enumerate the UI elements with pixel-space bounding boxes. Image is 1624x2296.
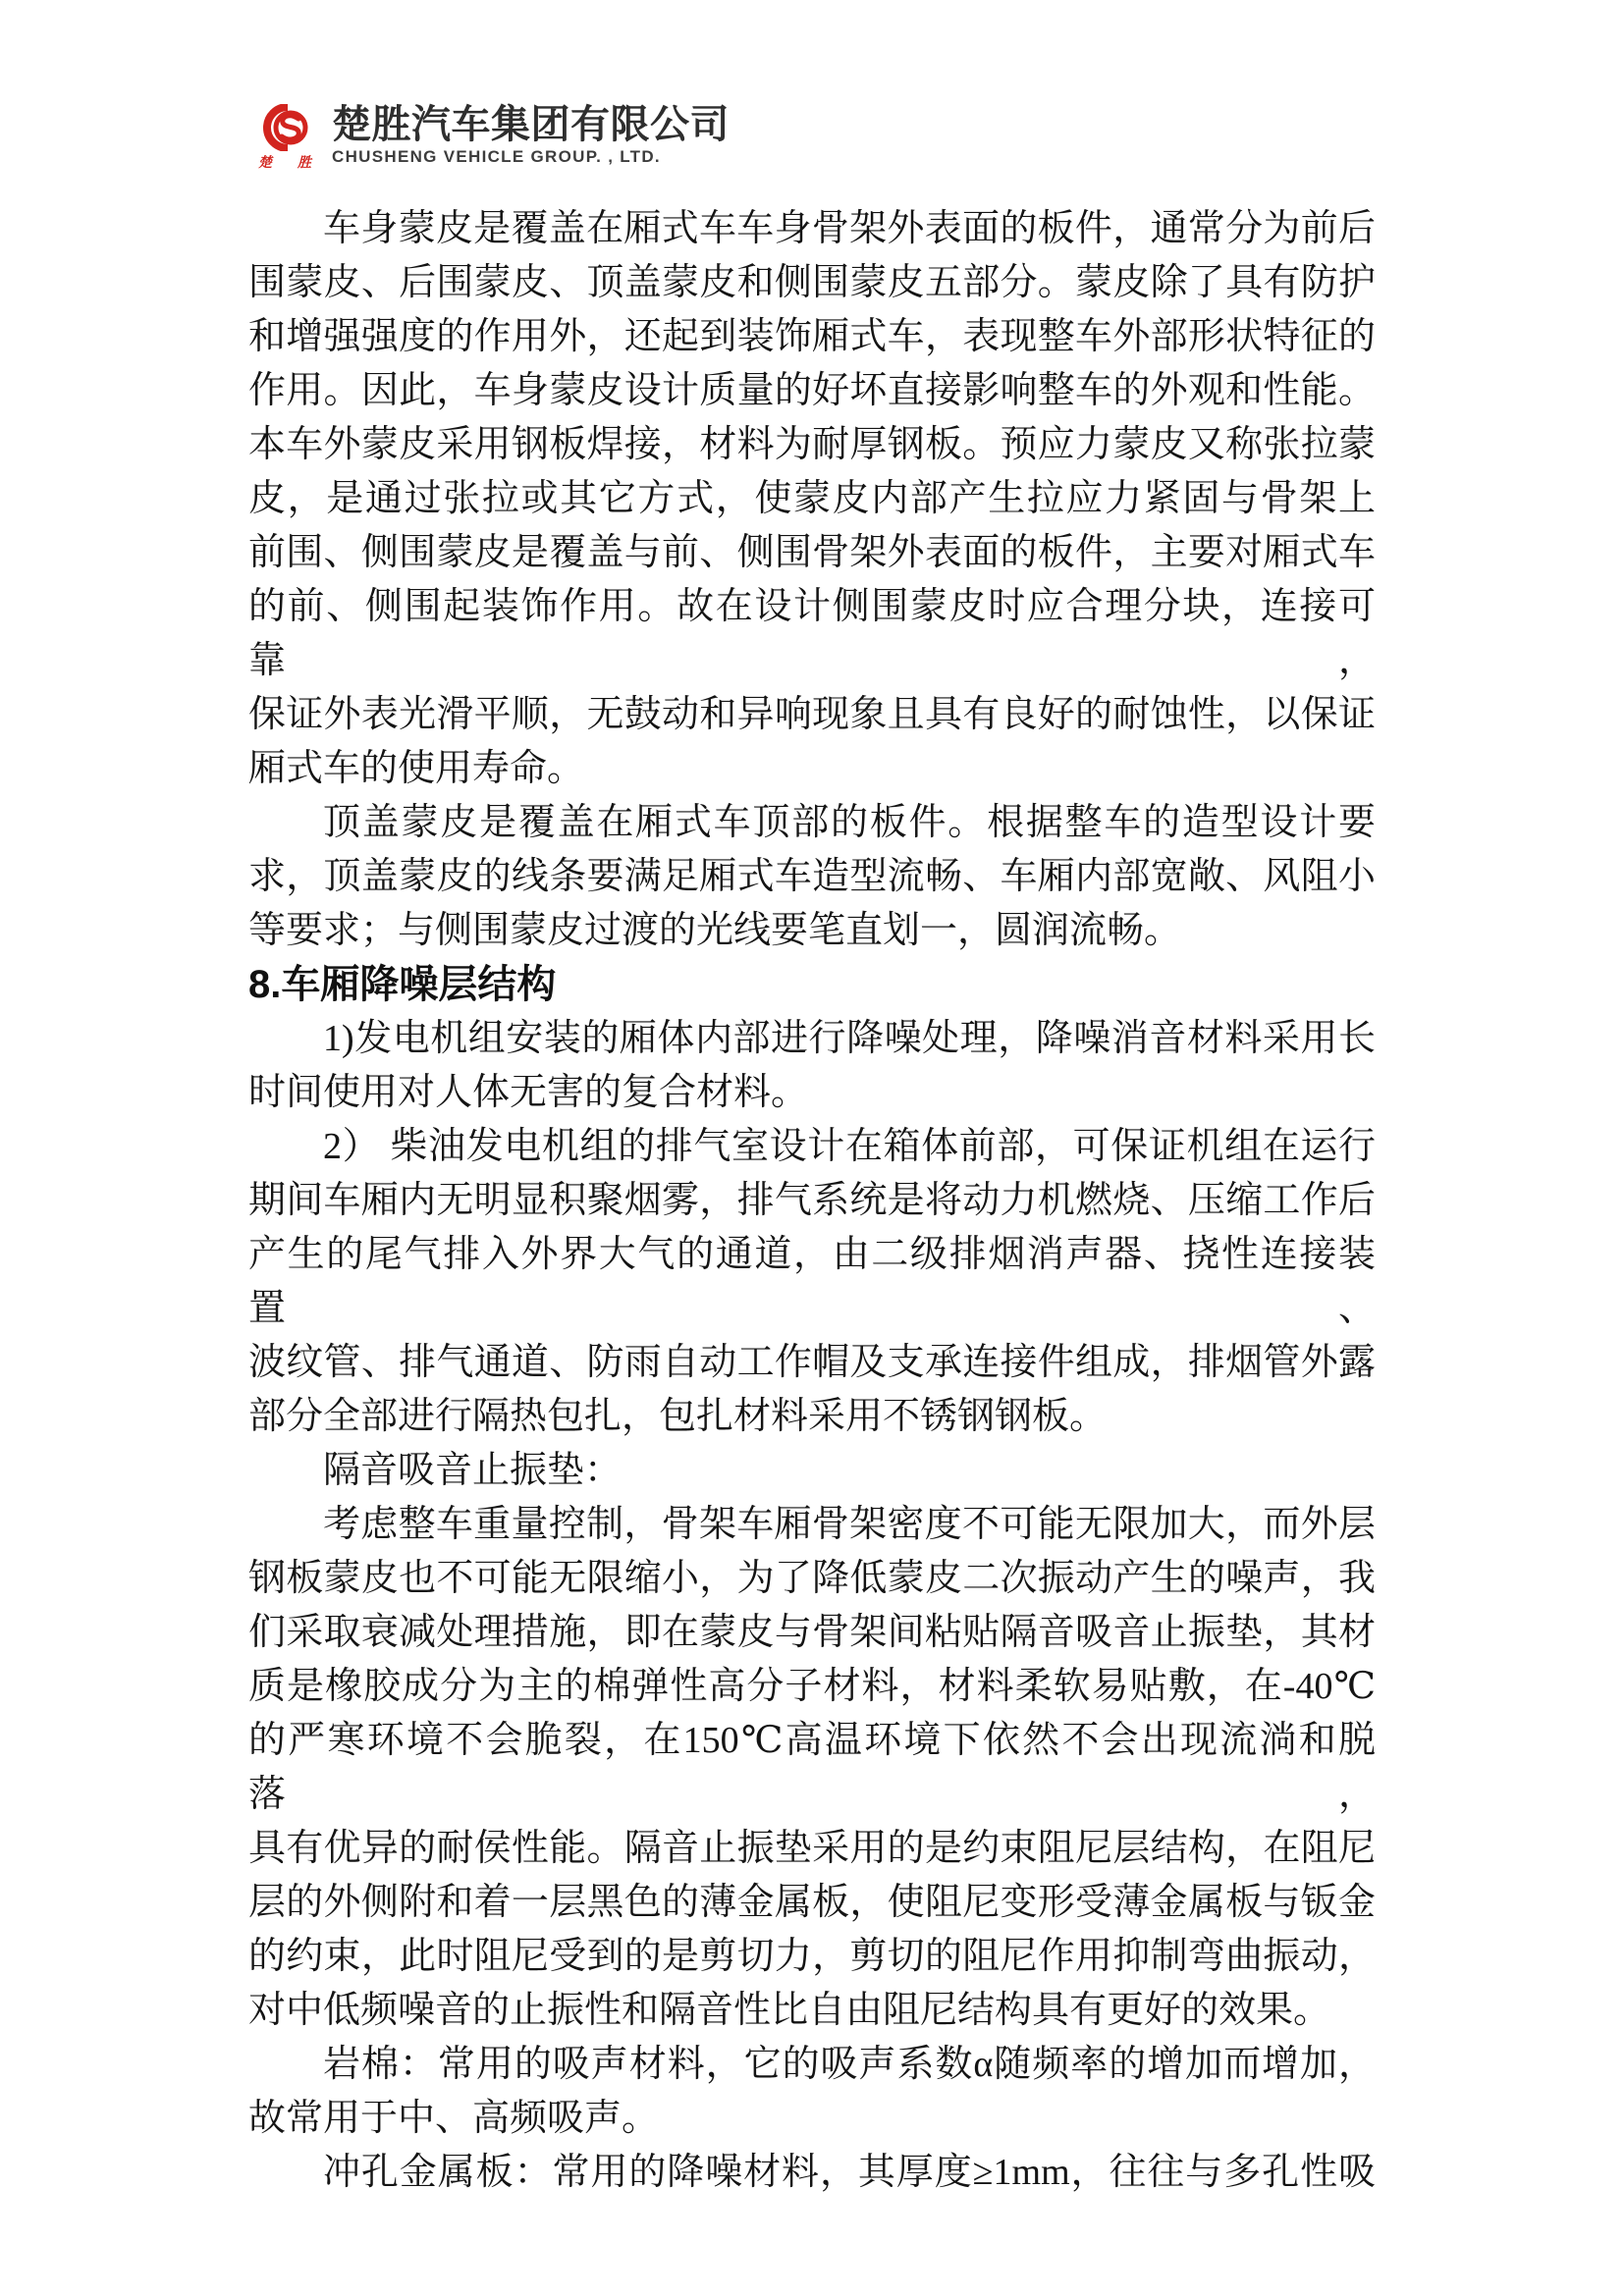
text-line: 前围、侧围蒙皮是覆盖与前、侧围骨架外表面的板件，主要对厢式车 — [248, 532, 1376, 573]
paragraph — [248, 2146, 1376, 2200]
paragraph — [248, 1444, 1376, 1498]
text-line: 期间车厢内无明显积聚烟雾，排气系统是将动力机燃烧、压缩工作后 — [248, 1180, 1376, 1221]
text-line: 顶盖蒙皮是覆盖在厢式车顶部的板件。根据整车的造型设计要 — [323, 802, 1376, 843]
paragraph — [248, 1012, 1376, 1120]
text-line: 具有优异的耐侯性能。隔音止振垫采用的是约束阻尼层结构，在阻尼 — [248, 1828, 1376, 1869]
text-line: 冲孔金属板：常用的降噪材料，其厚度≥1mm，往往与多孔性吸 — [323, 2152, 1376, 2193]
paragraph — [248, 2038, 1376, 2146]
paragraph — [248, 1120, 1376, 1444]
text-line: 钢板蒙皮也不可能无限缩小，为了降低蒙皮二次振动产生的噪声，我 — [248, 1558, 1376, 1599]
text-line: 的约束，此时阻尼受到的是剪切力，剪切的阻尼作用抑制弯曲振动， — [248, 1936, 1376, 1977]
text-line: 的前、侧围起装饰作用。故在设计侧围蒙皮时应合理分块，连接可靠， — [248, 586, 1376, 681]
paragraph — [248, 202, 1376, 796]
text-line: 2） 柴油发电机组的排气室设计在箱体前部，可保证机组在运行 — [323, 1126, 1376, 1167]
text-line: 1)发电机组安装的厢体内部进行降噪处理，降噪消音材料采用长 — [323, 1018, 1376, 1059]
logo-seal-characters — [258, 157, 311, 171]
text-line: 厢式车的使用寿命。 — [248, 748, 585, 789]
text-line: 车身蒙皮是覆盖在厢式车车身骨架外表面的板件，通常分为前后 — [323, 208, 1376, 249]
logo-text — [332, 104, 730, 166]
logo-seal-right: 胜 — [298, 156, 311, 171]
text-line: 本车外蒙皮采用钢板焊接，材料为耐厚钢板。预应力蒙皮又称张拉蒙 — [248, 424, 1376, 465]
text-line: 波纹管、排气通道、防雨自动工作帽及支承连接件组成，排烟管外露 — [248, 1342, 1376, 1383]
paragraph — [248, 796, 1376, 958]
text-line: 考虑整车重量控制，骨架车厢骨架密度不可能无限加大，而外层 — [323, 1504, 1376, 1545]
text-line: 保证外表光滑平顺，无鼓动和异响现象且具有良好的耐蚀性，以保证 — [248, 694, 1376, 735]
text-line: 产生的尾气排入外界大气的通道，由二级排烟消声器、挠性连接装置、 — [248, 1234, 1376, 1329]
paragraph — [248, 1498, 1376, 2038]
text-line: 的严寒环境不会脆裂，在150℃高温环境下依然不会出现流淌和脱落， — [248, 1720, 1376, 1815]
document-body — [248, 202, 1376, 2200]
text-line: 作用。因此，车身蒙皮设计质量的好坏直接影响整车的外观和性能。 — [248, 370, 1376, 411]
text-line: 对中低频噪音的止振性和隔音性比自由阻尼结构具有更好的效果。 — [248, 1990, 1331, 2031]
text-line: 皮，是通过张拉或其它方式，使蒙皮内部产生拉应力紧固与骨架上 — [248, 478, 1376, 519]
text-line: 时间使用对人体无害的复合材料。 — [248, 1072, 809, 1113]
logo-emblem — [257, 104, 312, 171]
text-line: 求，顶盖蒙皮的线条要满足厢式车造型流畅、车厢内部宽敞、风阻小 — [248, 856, 1376, 897]
logo-seal-left: 楚 — [258, 156, 272, 171]
company-logo — [257, 104, 730, 171]
text-line: 和增强强度的作用外，还起到装饰厢式车，表现整车外部形状特征的 — [248, 316, 1376, 357]
text-line: 隔音吸音止振垫： — [323, 1450, 623, 1491]
text-line: 层的外侧附和着一层黑色的薄金属板，使阻尼变形受薄金属板与钣金 — [248, 1882, 1376, 1923]
logo-emblem-icon — [257, 104, 312, 151]
company-name-chinese: 楚胜汽车集团有限公司 — [332, 103, 730, 146]
text-line: 故常用于中、高频吸声。 — [248, 2098, 660, 2139]
text-line: 等要求；与侧围蒙皮过渡的光线要笔直划一，圆润流畅。 — [248, 910, 1182, 951]
text-line: 质是橡胶成分为主的棉弹性高分子材料，材料柔软易贴敷，在-40℃ — [248, 1666, 1376, 1707]
text-line: 们采取衰减处理措施，即在蒙皮与骨架间粘贴隔音吸音止振垫，其材 — [248, 1612, 1376, 1653]
section-heading: 8.车厢降噪层结构 — [248, 963, 557, 1006]
text-line: 岩棉：常用的吸声材料，它的吸声系数α随频率的增加而增加， — [323, 2044, 1376, 2085]
text-line: 围蒙皮、后围蒙皮、顶盖蒙皮和侧围蒙皮五部分。蒙皮除了具有防护 — [248, 262, 1376, 303]
company-name-english: CHUSHENG VEHICLE GROUP. , LTD. — [332, 147, 661, 166]
text-line: 部分全部进行隔热包扎，包扎材料采用不锈钢钢板。 — [248, 1396, 1108, 1437]
